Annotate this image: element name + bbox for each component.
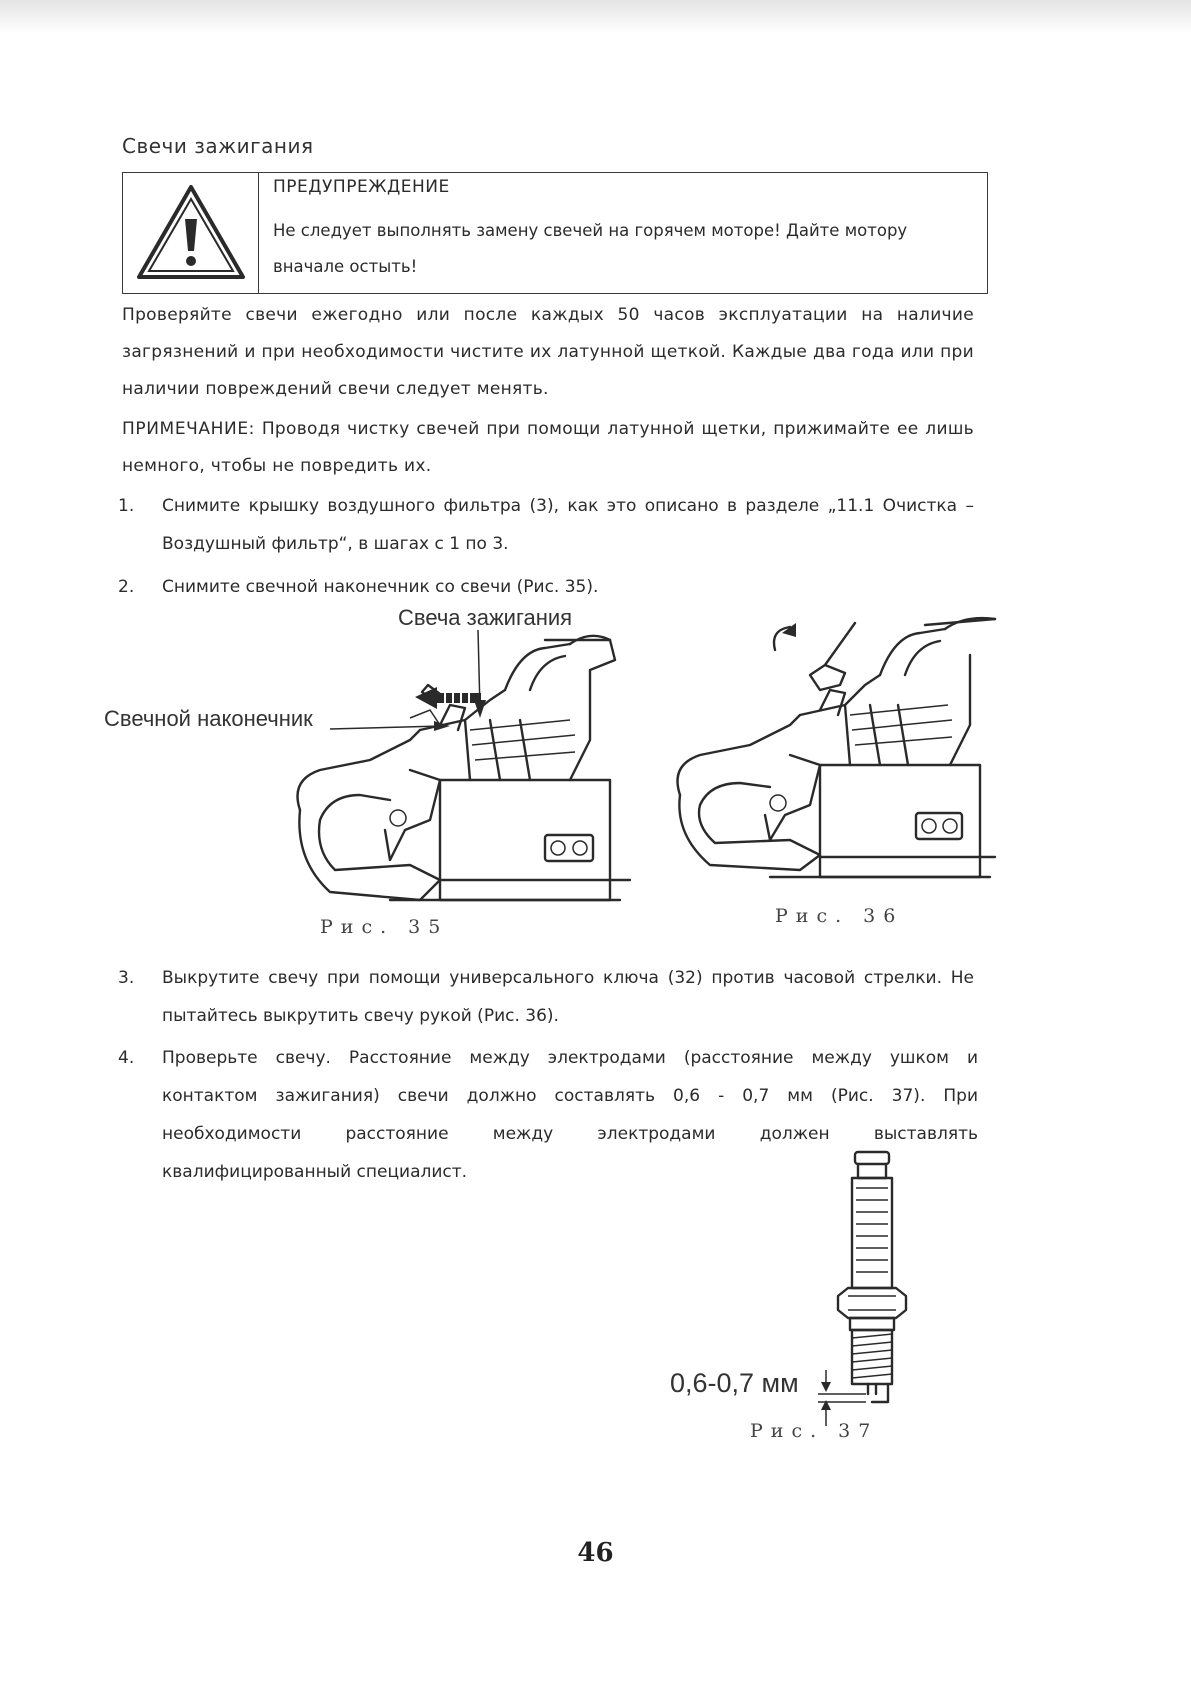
figure-35-label: Рис. 35 [320, 916, 449, 938]
section-title: Свечи зажигания [122, 134, 314, 158]
step-number: 1. [118, 496, 135, 516]
callout-spark-plug: Свеча зажигания [398, 605, 573, 630]
warning-icon-cell [123, 173, 259, 293]
gap-dimension-arrows [816, 1370, 836, 1426]
warning-text: Не следует выполнять замену свечей на горячем моторе! Дайте мотору вначале остыть! [273, 221, 908, 276]
figure-37-label: Рис. 37 [750, 1420, 879, 1442]
figure-36-label: Рис. 36 [775, 905, 904, 927]
note-label: ПРИМЕЧАНИЕ: [122, 419, 256, 439]
note-text: Проводя чистку свечей при помощи латунной щетки, прижимайте ее лишь немного, чтобы не повредить их. [122, 419, 974, 476]
warning-heading: ПРЕДУПРЕЖДЕНИЕ [273, 177, 450, 197]
page-number: 46 [577, 1538, 614, 1568]
scan-shadow [0, 0, 1191, 34]
figure-36-chainsaw-illustration [670, 615, 1000, 900]
step-number: 3. [118, 968, 135, 988]
step-number: 2. [118, 577, 135, 597]
callout-plug-cap: Свечной наконечник [104, 706, 313, 731]
step-text: Проверьте свечу. Расстояние между электродами (расстояние между ушком и контактом зажигания) свечи должно составлять 0,6 - 0,7 мм (Рис. 37). При необходимости расстояние между электродами должен выставлять квалифицированный специалист. [162, 1048, 978, 1182]
callout-leader-lines [330, 630, 500, 740]
gap-dimension-label: 0,6-0,7 мм [670, 1368, 799, 1398]
step-number: 4. [118, 1048, 135, 1068]
warning-triangle-icon [135, 183, 247, 283]
paragraph-inspection: Проверяйте свечи ежегодно или после каждых 50 часов эксплуатации на наличие загрязнений и при необходимости чистите их латунной щеткой. Каждые два года или при наличии повреждений свечи следует менять. [122, 305, 974, 399]
step-text: Снимите свечной наконечник со свечи (Рис. 35). [162, 577, 599, 597]
warning-box [122, 172, 988, 294]
note-paragraph [122, 411, 974, 485]
step-text: Выкрутите свечу при помощи универсального ключа (32) против часовой стрелки. Не пытайтесь выкрутить свечу рукой (Рис. 36). [162, 968, 974, 1026]
step-text: Снимите крышку воздушного фильтра (3), как это описано в разделе „11.1 Очистка – Воздушный фильтр“, в шагах с 1 по 3. [162, 496, 974, 554]
